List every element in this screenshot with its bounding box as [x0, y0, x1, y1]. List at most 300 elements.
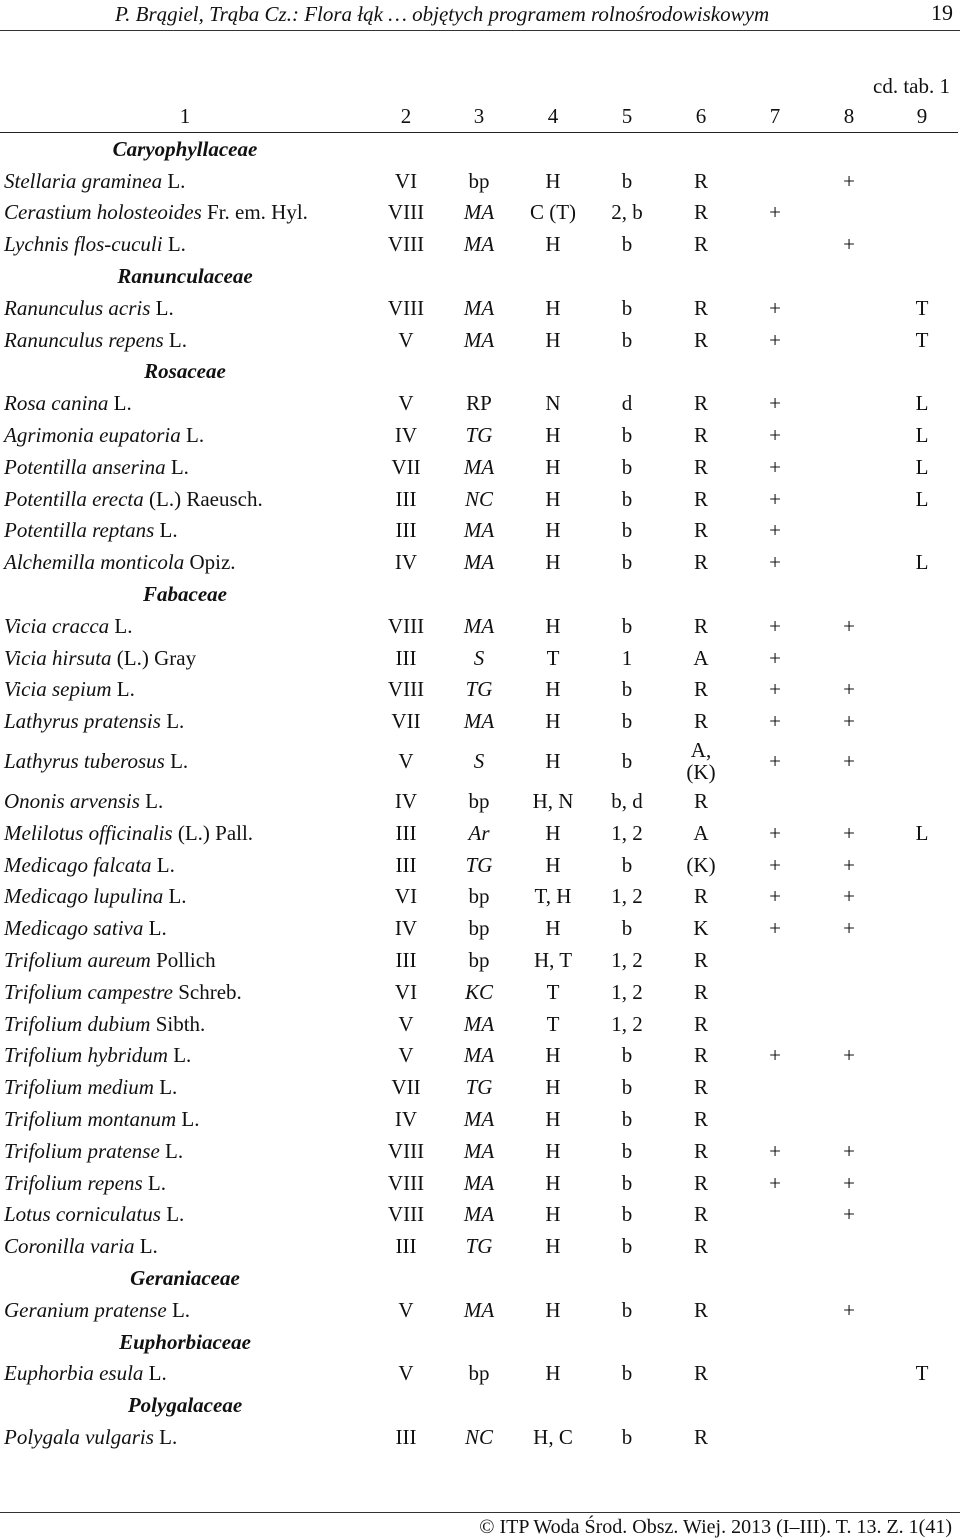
species-author: L. — [151, 852, 175, 877]
empty-cell — [590, 260, 664, 292]
table-header-row — [0, 99, 958, 133]
cell-c3: bp — [468, 789, 490, 814]
empty-cell — [590, 356, 664, 388]
cell-c4: T — [546, 979, 560, 1004]
cell-c5: b — [621, 1234, 633, 1259]
empty-cell — [516, 1262, 590, 1294]
cell-c6: R — [693, 454, 708, 479]
empty-cell — [664, 1262, 738, 1294]
table-row — [0, 515, 958, 547]
cell-c2: VI — [394, 979, 418, 1004]
species-name: Melilotus officinalis — [4, 820, 173, 845]
cell-c6: R — [693, 979, 708, 1004]
cell-c5: b — [621, 709, 633, 734]
cell-c8 — [812, 292, 886, 324]
cell-c7: + — [769, 327, 781, 352]
cell-c6: R — [693, 948, 708, 973]
species-cell — [0, 912, 370, 944]
cell-c2: V — [398, 391, 414, 416]
species-name: Potentilla reptans — [4, 518, 155, 543]
cell-c8 — [812, 451, 886, 483]
cell-c3: S — [473, 645, 485, 670]
cell-c2: IV — [394, 1107, 418, 1131]
cell-c2: III — [395, 1424, 417, 1449]
empty-cell — [442, 356, 516, 388]
species-name: Trifolium dubium — [4, 1011, 151, 1036]
cell-c9 — [886, 1167, 958, 1199]
cell-c8: + — [843, 1170, 855, 1195]
cell-c7: + — [769, 852, 781, 877]
column-header-1: 1 — [0, 99, 370, 133]
species-cell — [0, 610, 370, 642]
cell-c9 — [886, 1230, 958, 1262]
family-row — [0, 133, 958, 165]
cell-c9 — [886, 785, 958, 817]
cell-c5: b — [621, 550, 633, 575]
cell-c6: K — [693, 916, 709, 941]
cell-c6: R — [693, 789, 708, 814]
column-header-2: 2 — [370, 99, 442, 133]
cell-c4: H — [545, 677, 561, 702]
cell-c2: VIII — [387, 1138, 425, 1163]
cell-c7: + — [769, 1138, 781, 1163]
species-cell — [0, 1294, 370, 1326]
cell-c8 — [812, 483, 886, 515]
species-author: L. — [134, 1234, 158, 1259]
cell-c3: bp — [468, 948, 490, 973]
table-row — [0, 1008, 958, 1040]
species-cell — [0, 642, 370, 674]
empty-cell — [738, 260, 812, 292]
cell-c9 — [886, 1040, 958, 1072]
cell-c5: 1, 2 — [611, 979, 643, 1004]
cell-c4: H — [545, 1138, 561, 1163]
empty-cell — [370, 1326, 442, 1358]
cell-c5: b — [621, 1424, 633, 1449]
species-author: L. — [150, 295, 174, 320]
table-row — [0, 1199, 958, 1231]
column-header-7: 7 — [738, 99, 812, 133]
empty-cell — [886, 260, 958, 292]
cell-c3: bp — [468, 884, 490, 909]
cell-c3: TG — [465, 423, 493, 448]
cell-c2: III — [395, 518, 417, 543]
empty-cell — [812, 260, 886, 292]
cell-c4: H — [545, 613, 561, 638]
cell-c2: IV — [394, 550, 418, 575]
species-author: L. — [109, 613, 133, 638]
cell-c4: H — [545, 423, 561, 448]
cell-c9: L — [915, 550, 929, 575]
species-name: Euphorbia esula — [4, 1361, 144, 1386]
species-author: L. — [163, 884, 187, 909]
cell-c3: MA — [463, 550, 495, 575]
cell-c6: R — [693, 1234, 708, 1259]
species-author: L. — [139, 789, 164, 814]
cell-c8: + — [843, 820, 855, 845]
empty-cell — [370, 133, 442, 165]
species-name: Ranunculus repens — [4, 327, 164, 352]
cell-c8 — [812, 944, 886, 976]
column-header-9: 9 — [886, 99, 958, 133]
empty-cell — [886, 1389, 958, 1421]
cell-c9 — [886, 642, 958, 674]
empty-cell — [442, 260, 516, 292]
cell-c4: H — [545, 916, 561, 941]
species-name: Cerastium holosteoides — [4, 200, 202, 225]
species-name: Medicago lupulina — [4, 884, 164, 909]
table-body — [0, 133, 958, 1453]
table-row — [0, 881, 958, 913]
cell-c6: R — [693, 486, 708, 511]
cell-c3: TG — [465, 677, 493, 702]
cell-c9 — [886, 1008, 958, 1040]
cell-c4: H — [545, 852, 561, 877]
species-author: L. — [153, 1075, 178, 1100]
cell-c9: T — [915, 295, 929, 320]
cell-c7: + — [769, 645, 781, 670]
cell-c2: III — [395, 645, 417, 670]
species-name: Vicia sepium — [4, 677, 112, 702]
cell-c4: H — [545, 1075, 561, 1100]
cell-c8: + — [843, 677, 855, 702]
empty-cell — [442, 578, 516, 610]
cell-c4: H — [545, 1234, 561, 1259]
empty-cell — [664, 1326, 738, 1358]
cell-c4: H — [545, 295, 561, 320]
species-author: L. — [154, 518, 178, 543]
cell-c7 — [738, 1103, 812, 1135]
species-name: Polygala vulgaris — [4, 1424, 154, 1449]
cell-c9: L — [915, 391, 929, 416]
empty-cell — [442, 1389, 516, 1421]
empty-cell — [590, 1389, 664, 1421]
cell-c2: V — [398, 327, 414, 352]
empty-cell — [516, 1326, 590, 1358]
species-cell — [0, 419, 370, 451]
cell-c4: N — [545, 391, 561, 416]
cell-c2: III — [395, 948, 417, 973]
cell-c9 — [886, 1421, 958, 1453]
cell-c5: b — [621, 232, 633, 257]
species-author: L. — [162, 168, 186, 193]
empty-cell — [370, 1262, 442, 1294]
cell-c6: R — [693, 423, 708, 448]
table-row — [0, 1040, 958, 1072]
cell-c6: R — [693, 232, 708, 257]
species-name: Geranium pratense — [4, 1297, 167, 1322]
cell-c2: V — [398, 1043, 414, 1068]
species-cell — [0, 292, 370, 324]
cell-c7 — [738, 1421, 812, 1453]
cell-c3: TG — [465, 1234, 493, 1259]
empty-cell — [590, 1262, 664, 1294]
empty-cell — [812, 578, 886, 610]
cell-c5: b — [621, 916, 633, 941]
cell-c3: MA — [463, 1043, 495, 1068]
cell-c7 — [738, 165, 812, 197]
cell-c5: 1, 2 — [611, 1011, 643, 1036]
cell-c2: VI — [394, 168, 418, 193]
family-row — [0, 1389, 958, 1421]
species-cell — [0, 324, 370, 356]
species-cell — [0, 817, 370, 849]
species-name: Potentilla anserina — [4, 454, 166, 479]
cell-c7 — [738, 1071, 812, 1103]
cell-c8 — [812, 515, 886, 547]
cell-c7 — [738, 785, 812, 817]
cell-c2: VIII — [387, 1170, 425, 1195]
cell-c2: VIII — [387, 295, 425, 320]
column-header-8: 8 — [812, 99, 886, 133]
family-name: Caryophyllaceae — [112, 136, 258, 161]
cell-c7 — [738, 1294, 812, 1326]
cell-c5: 1, 2 — [611, 820, 643, 845]
table-row — [0, 387, 958, 419]
table-row — [0, 642, 958, 674]
empty-cell — [738, 1326, 812, 1358]
cell-c7: + — [769, 486, 781, 511]
table-row — [0, 1294, 958, 1326]
cell-c4: T — [546, 645, 560, 670]
cell-c7 — [738, 1230, 812, 1262]
cell-c6: R — [693, 1075, 708, 1100]
cell-c5: b — [621, 486, 633, 511]
cell-c5: b — [621, 1138, 633, 1163]
cell-c4: H — [545, 1202, 561, 1227]
cell-c6: R — [693, 709, 708, 734]
species-author: Fr. em. Hyl. — [201, 200, 308, 225]
cell-c3: RP — [466, 391, 492, 416]
cell-c9 — [886, 674, 958, 706]
cell-c3: MA — [463, 518, 495, 543]
cell-c5: 1 — [621, 645, 633, 670]
cell-c8 — [812, 785, 886, 817]
cell-c5: b — [621, 1361, 633, 1386]
species-cell — [0, 1008, 370, 1040]
cell-c7: + — [769, 613, 781, 638]
cell-c5: b — [621, 1297, 633, 1322]
cell-c8 — [812, 1008, 886, 1040]
table-row — [0, 1071, 958, 1103]
cell-c8 — [812, 642, 886, 674]
empty-cell — [442, 1262, 516, 1294]
cell-c2: IV — [394, 789, 418, 814]
species-name: Medicago falcata — [4, 852, 152, 877]
species-name: Vicia cracca — [4, 613, 110, 638]
cell-c8 — [812, 324, 886, 356]
species-cell — [0, 483, 370, 515]
cell-c9 — [886, 944, 958, 976]
table-row — [0, 324, 958, 356]
cell-c4: T, H — [534, 884, 572, 909]
table-row — [0, 451, 958, 483]
species-name: Trifolium pratense — [4, 1138, 160, 1163]
cell-c6: R — [693, 1424, 708, 1449]
table-row — [0, 849, 958, 881]
species-author: Sibth. — [150, 1011, 206, 1036]
empty-cell — [442, 133, 516, 165]
empty-cell — [516, 578, 590, 610]
cell-c9 — [886, 1294, 958, 1326]
cell-c2: V — [398, 1011, 414, 1036]
table-row — [0, 817, 958, 849]
species-cell — [0, 1421, 370, 1453]
cell-c3: MA — [463, 200, 495, 225]
cell-c6 — [664, 737, 738, 785]
table-row — [0, 483, 958, 515]
cell-c8 — [812, 419, 886, 451]
cell-c4: H — [545, 550, 561, 575]
cell-c5: b — [621, 1075, 633, 1100]
cell-c9: L — [915, 820, 929, 845]
species-name: Trifolium hybridum — [4, 1043, 168, 1068]
cell-c8: + — [843, 1138, 855, 1163]
cell-c8: + — [843, 709, 855, 734]
cell-c6: R — [693, 518, 708, 543]
cell-c7: + — [769, 916, 781, 941]
cell-c3: bp — [468, 1361, 490, 1386]
cell-c9: L — [915, 454, 929, 479]
empty-cell — [664, 578, 738, 610]
empty-cell — [590, 133, 664, 165]
footer-citation: © ITP Woda Środ. Obsz. Wiej. 2013 (I–III). T. 13. Z. 1(41) — [479, 1516, 952, 1538]
cell-c3: MA — [463, 1202, 495, 1227]
cell-c4: H — [545, 1043, 561, 1068]
cell-c7: + — [769, 884, 781, 909]
family-row — [0, 356, 958, 388]
cell-c8: + — [843, 1202, 855, 1227]
empty-cell — [664, 260, 738, 292]
cell-c7: + — [769, 391, 781, 416]
empty-cell — [370, 1389, 442, 1421]
table-row — [0, 1103, 958, 1135]
cell-c6: R — [693, 391, 708, 416]
cell-c8: + — [843, 884, 855, 909]
species-author: L. — [160, 709, 185, 734]
species-name: Rosa canina — [4, 391, 109, 416]
family-name: Polygalaceae — [127, 1393, 243, 1418]
species-author: (L.) Pall. — [172, 820, 254, 845]
empty-cell — [442, 1326, 516, 1358]
cell-c9 — [886, 976, 958, 1008]
empty-cell — [738, 578, 812, 610]
cell-c2: VII — [391, 709, 421, 734]
cell-c6: R — [693, 1170, 708, 1195]
species-name: Ononis arvensis — [4, 789, 140, 814]
empty-cell — [664, 356, 738, 388]
species-author: Pollich — [150, 948, 216, 973]
empty-cell — [738, 133, 812, 165]
cell-c4: H — [545, 168, 561, 193]
empty-cell — [590, 1326, 664, 1358]
cell-c7: + — [769, 200, 781, 225]
cell-c4: H, T — [533, 948, 573, 973]
table-row — [0, 674, 958, 706]
table-row — [0, 944, 958, 976]
cell-c4: H — [545, 1361, 561, 1386]
empty-cell — [812, 356, 886, 388]
cell-c2: IV — [394, 423, 418, 448]
family-name: Rosaceae — [144, 359, 226, 384]
empty-cell — [812, 1262, 886, 1294]
species-author: L. — [166, 1297, 191, 1322]
cell-c4: H, C — [533, 1424, 573, 1449]
cell-c4: H — [545, 232, 561, 257]
cell-c6: A — [693, 645, 709, 670]
species-author: L. — [163, 327, 187, 352]
cell-c3: Ar — [468, 820, 490, 845]
cell-c7: + — [769, 1170, 781, 1195]
species-cell — [0, 881, 370, 913]
species-cell — [0, 387, 370, 419]
cell-c2: III — [395, 852, 417, 877]
species-cell — [0, 785, 370, 817]
species-cell — [0, 1167, 370, 1199]
species-cell — [0, 546, 370, 578]
cell-c2: VI — [394, 884, 418, 909]
cell-c3: MA — [463, 1170, 495, 1195]
species-cell — [0, 1230, 370, 1262]
empty-cell — [886, 133, 958, 165]
cell-c3: TG — [465, 852, 493, 877]
cell-c6: R — [693, 1043, 708, 1068]
cell-c9: T — [915, 327, 929, 352]
cell-c7: + — [769, 709, 781, 734]
family-name: Ranunculaceae — [117, 264, 253, 289]
cell-c2: VII — [391, 454, 421, 479]
cell-c9 — [886, 737, 958, 785]
cell-c3: TG — [465, 1075, 493, 1100]
cell-c7: + — [769, 550, 781, 575]
cell-c4: H, N — [532, 789, 574, 814]
cell-c5: b — [621, 1170, 633, 1195]
table-row — [0, 1230, 958, 1262]
cell-c6: (K) — [686, 852, 716, 877]
cell-c2: III — [395, 486, 417, 511]
cell-c4: H — [545, 454, 561, 479]
cell-c5: b — [621, 677, 633, 702]
cell-c4: H — [545, 1107, 561, 1131]
species-cell — [0, 1103, 370, 1135]
empty-cell — [886, 356, 958, 388]
flora-table — [0, 99, 958, 1453]
species-cell — [0, 849, 370, 881]
cell-c4: H — [545, 1170, 561, 1195]
cell-c3: MA — [463, 454, 495, 479]
species-name: Vicia hirsuta — [4, 645, 112, 670]
cell-c5: b — [621, 423, 633, 448]
table-row — [0, 228, 958, 260]
cell-c9 — [886, 165, 958, 197]
table-row — [0, 912, 958, 944]
cell-c7 — [738, 976, 812, 1008]
cell-c2: VII — [391, 1075, 421, 1100]
species-name: Agrimonia eupatoria — [4, 423, 181, 448]
species-cell — [0, 976, 370, 1008]
species-author: Schreb. — [172, 979, 242, 1004]
family-row — [0, 260, 958, 292]
table-row — [0, 1135, 958, 1167]
cell-c6: R — [693, 550, 708, 575]
cell-c4: H — [545, 820, 561, 845]
cell-c9: L — [915, 423, 929, 448]
cell-c6-line2: (K) — [686, 760, 716, 785]
table-row — [0, 1167, 958, 1199]
table-row — [0, 1421, 958, 1453]
empty-cell — [886, 578, 958, 610]
species-author: L. — [111, 677, 135, 702]
